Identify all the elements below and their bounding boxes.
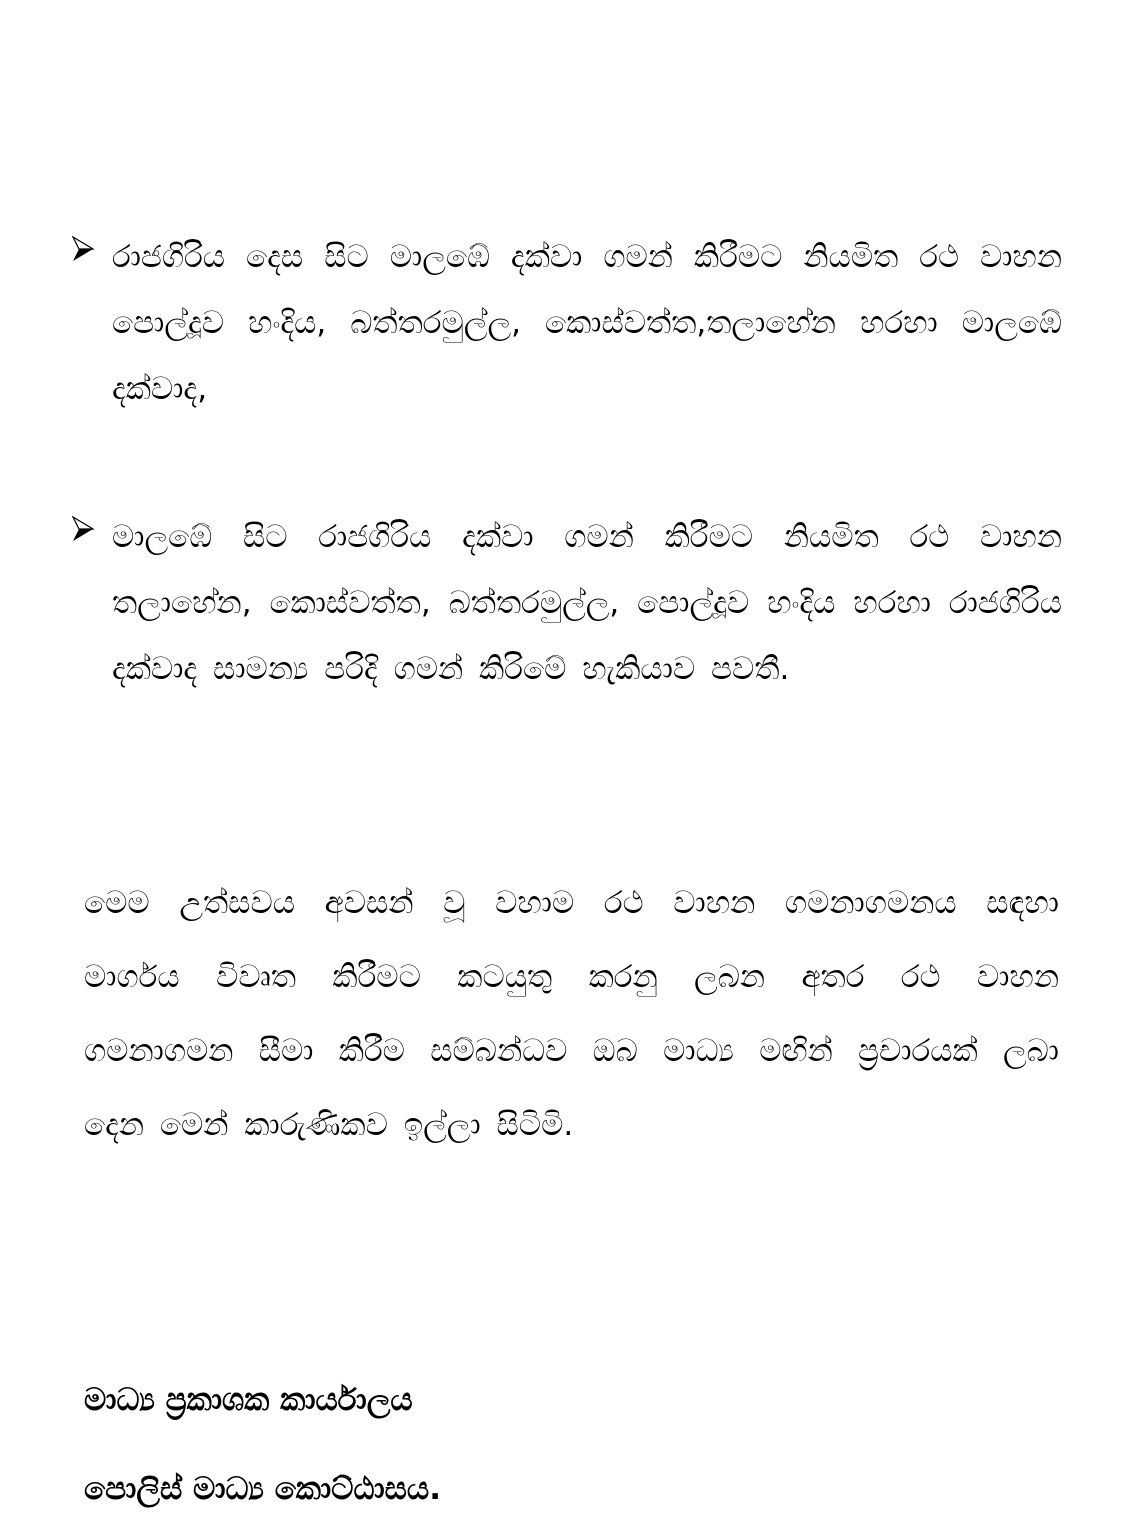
bullet-text: රාජගිරිය දෙස සිට මාලඹේ දක්වා ගමන් කිරීමට නියමිත රථ වාහන පොල්දූව හංදිය, බත්තරමුල්ල, කොස්වත්ත,තලාහේන හරහා මාලඹේ දක්වාද, [112,239,1062,407]
bullet-item [72,224,1062,422]
arrowhead-bullet-icon [72,236,94,262]
arrowhead-bullet-icon [72,516,94,542]
bullet-text: මාලඹේ සිට රාජගිරිය දක්වා ගමන් කිරීමට නියමිත රථ වාහන තලාහේන, කොස්වත්ත, බත්තරමුල්ල, පොල්දූව හංදිය හරහා රාජගිරිය දක්වාද සාමන්‍ය පරිදි ගමන් කිරිමේ හැකියාව පවතී. [112,519,1062,687]
bullet-item [72,504,1062,702]
signature-office: මාධ්‍ය ප්‍රකාශක කාර්යාලය [84,1382,413,1418]
body-paragraph: මෙම උත්සවය අවසන් වූ වහාම රථ වාහන ගමනාගමනය සඳහා මාර්ගය විවෘත කිරීමට කටයුතු කරනු ලබන අතර රථ වාහන ගමනාගමන සීමා කිරීම සම්බන්ධව ඔබ මාධ්‍ය මඟින් ප්‍රචාරයක් ලබා දෙන මෙන් කාරුණිකව ඉල්ලා සිටිමි. [84,885,1059,1143]
signature-division: පොලිස් මාධ්‍ය කොට්ඨාසය. [84,1471,442,1507]
